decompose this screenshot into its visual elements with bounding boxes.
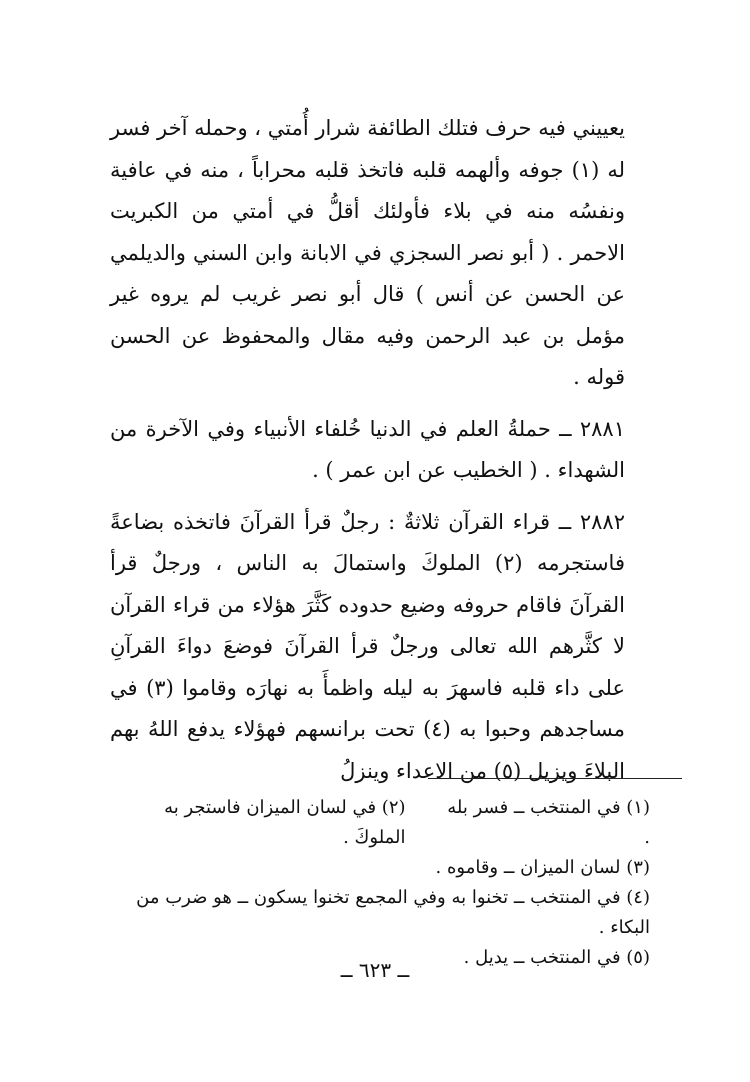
hadith-2881: ٢٨٨١ ــ حملةُ العلم في الدنيا خُلفاء الأنبياء وفي الآخرة من الشهداء . ( الخطيب عن ابن عمر ) .: [110, 416, 625, 482]
paragraph-continuation: يعييني فيه حرف فتلك الطائفة شرار أُمتي ، وحمله آخر فسر له (١) جوفه وألهمه قلبه فاتخذ قلبه محراباً ، منه في عافية ونفسُه منه في بلاء فأولئك أقلُّ في أمتي من الكبريت الاحمر . ( أبو نصر السجزي في الابانة وابن السني والديلمي عن الحسن عن أنس ) قال أبو نصر غريب لم يروه غير مؤمل بن عبد الرحمن وفيه مقال والمحفوظ عن الحسن قوله .: [110, 116, 625, 389]
footnote-4: (٤) في المنتخب ــ تخنوا به وفي المجمع تخنوا يسكون ــ هو ضرب من البكاء .: [136, 887, 650, 938]
main-text: [110, 108, 625, 792]
page-number: ــ ٦٢٣ ــ: [340, 958, 410, 982]
footnote-2: (٢) في لسان الميزان فاستجر به الملوكَ .: [164, 797, 406, 848]
footnotes: [110, 793, 650, 973]
footnote-divider: [428, 778, 682, 779]
hadith-2882: ٢٨٨٢ ــ قراء القرآن ثلاثةٌ : رجلٌ قرأ القرآنَ فاتخذه بضاعةً فاستجرمه (٢) الملوكَ واستمالَ به الناس ، ورجلٌ قرأ القرآنَ فاقام حروفه وضيع حدوده كَثَّرَ هؤلاء من قراء القرآن لا كثَّرهم الله تعالى ورجلٌ قرأ القرآنَ فوضعَ دواءَ القرآنِ على داء قلبه فاسهرَ به ليله واظمأَ به نهارَه وقاموا (٣) في مساجدهم وحبوا به (٤) تحت برانسهم فهؤلاء يدفع اللهُ بهم البلاءَ ويزيل (٥) من الاعداء وينزلُ: [110, 509, 625, 783]
footnote-row: [110, 793, 650, 853]
footnote-1: (١) في المنتخب ــ فسر بله .: [447, 797, 650, 848]
footnote-5: (٥) في المنتخب ــ يديل .: [463, 947, 650, 968]
footnote-3: (٣) لسان الميزان ــ وقاموه .: [435, 857, 650, 878]
